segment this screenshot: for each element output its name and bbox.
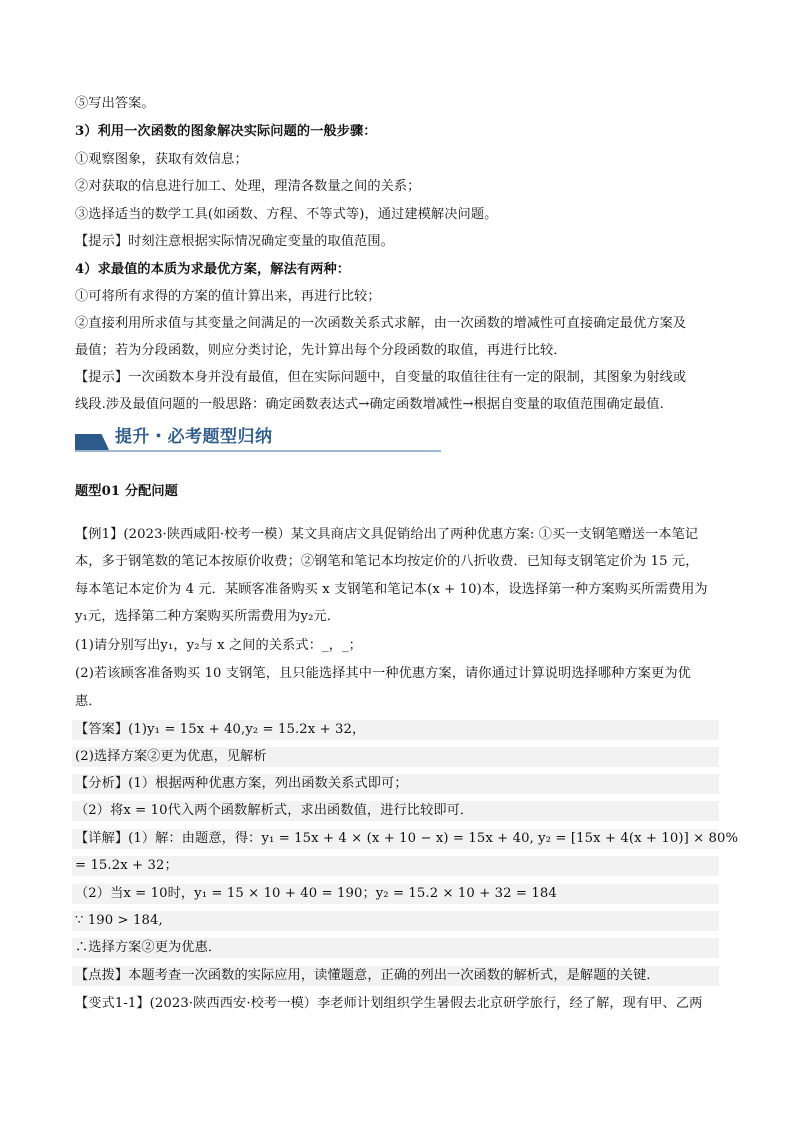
topic-title: 题型01 分配问题 [75, 484, 178, 499]
answer-line2: (2)选择方案②更为优惠，见解析 [72, 747, 719, 767]
analysis-line1: 【分析】(1）根据两种优惠方案，列出函数关系式即可； [72, 774, 719, 794]
banner-title: 提升・必考题型归纳 [115, 427, 273, 447]
example-1-line4: y₁元，选择第二种方案购买所需费用为y₂元． [75, 609, 341, 624]
solution-line1: 【详解】(1）解：由题意，得：y₁ = 15x + 4 × (x + 10 − x) = 15x + 40, y₂ = [15x + 4(x + 10)] × 80% [72, 829, 719, 849]
question-2-line1: (2)若该顾客准备购买 10 支钢笔，且只能选择其中一种优惠方案，请你通过计算说明选择哪种方案更为优 [75, 666, 691, 681]
example-1-line1: 【例1】(2023·陕西咸阳·校考一模）某文具商店文具促销给出了两种优惠方案: ①买一支钢笔赠送一本笔记 [75, 527, 699, 542]
question-2-line2: 惠． [75, 694, 102, 709]
solution-line4: ∵ 190 > 184, [72, 911, 719, 931]
banner-underline [75, 450, 441, 452]
tip-extreme-line1: 【提示】一次函数本身并没有最值，但在实际问题中，自变量的取值往往有一定的限制，其图象为射线或 [75, 370, 687, 385]
answer-line1: 【答案】(1)y₁ = 15x + 40,y₂ = 15.2x + 32， [72, 720, 719, 740]
step-observe: ①观察图象，获取有效信息； [75, 152, 248, 167]
step-choose-tool: ③选择适当的数学工具(如函数、方程、不等式等)，通过建模解决问题。 [75, 207, 498, 222]
solution-line3: （2）当x = 10时，y₁ = 15 × 10 + 40 = 190；y₂ = 15.2 × 10 + 32 = 184 [72, 884, 719, 904]
tip-extreme-line2: 线段.涉及最值问题的一般思路：确定函数表达式→确定函数增减性→根据自变量的取值范围确定最值. [75, 397, 664, 412]
banner-accent-bar [75, 434, 109, 450]
method-two-line1: ②直接利用所求值与其变量之间满足的一次函数关系式求解，由一次函数的增减性可直接确定最优方案及 [75, 316, 687, 331]
solution-conclusion: ∴选择方案②更为优惠． [72, 938, 719, 958]
solution-line2: = 15.2x + 32； [72, 856, 719, 876]
question-1: (1)请分别写出y₁，y₂与 x 之间的关系式：_，_； [75, 638, 362, 653]
tip-variable-range: 【提示】时刻注意根据实际情况确定变量的取值范围。 [75, 234, 394, 249]
method-two-line2: 最值；若为分段函数，则应分类讨论，先计算出每个分段函数的取值，再进行比较． [75, 343, 567, 358]
step-write-answer: ⑤写出答案。 [75, 96, 155, 111]
analysis-line2: （2）将x = 10代入两个函数解析式，求出函数值，进行比较即可． [72, 801, 719, 821]
section-banner [75, 420, 441, 452]
heading-extreme-value: 4）求最值的本质为求最优方案，解法有两种： [75, 262, 351, 277]
variant-1-1-line1: 【变式1-1】(2023·陕西西安·校考一模）李老师计划组织学生暑假去北京研学旅行，经了解，现有甲、乙两 [75, 996, 703, 1011]
example-1-line3: 每本笔记本定价为 4 元．某顾客准备购买 x 支钢笔和笔记本(x + 10)本，设选择第一种方案购买所需费用为 [75, 582, 708, 597]
remark-line: 【点拨】本题考查一次函数的实际应用，读懂题意，正确的列出一次函数的解析式，是解题的关键． [72, 966, 719, 986]
step-process: ②对获取的信息进行加工、处理，理清各数量之间的关系； [75, 179, 421, 194]
heading-graph-steps: 3）利用一次函数的图象解决实际问题的一般步骤： [75, 124, 377, 139]
method-one: ①可将所有求得的方案的值计算出来，再进行比较； [75, 289, 381, 304]
example-1-line2: 本，多于钢笔数的笔记本按原价收费；②钢笔和笔记本均按定价的八折收费．已知每支钢笔定价为 15 元， [75, 554, 699, 569]
